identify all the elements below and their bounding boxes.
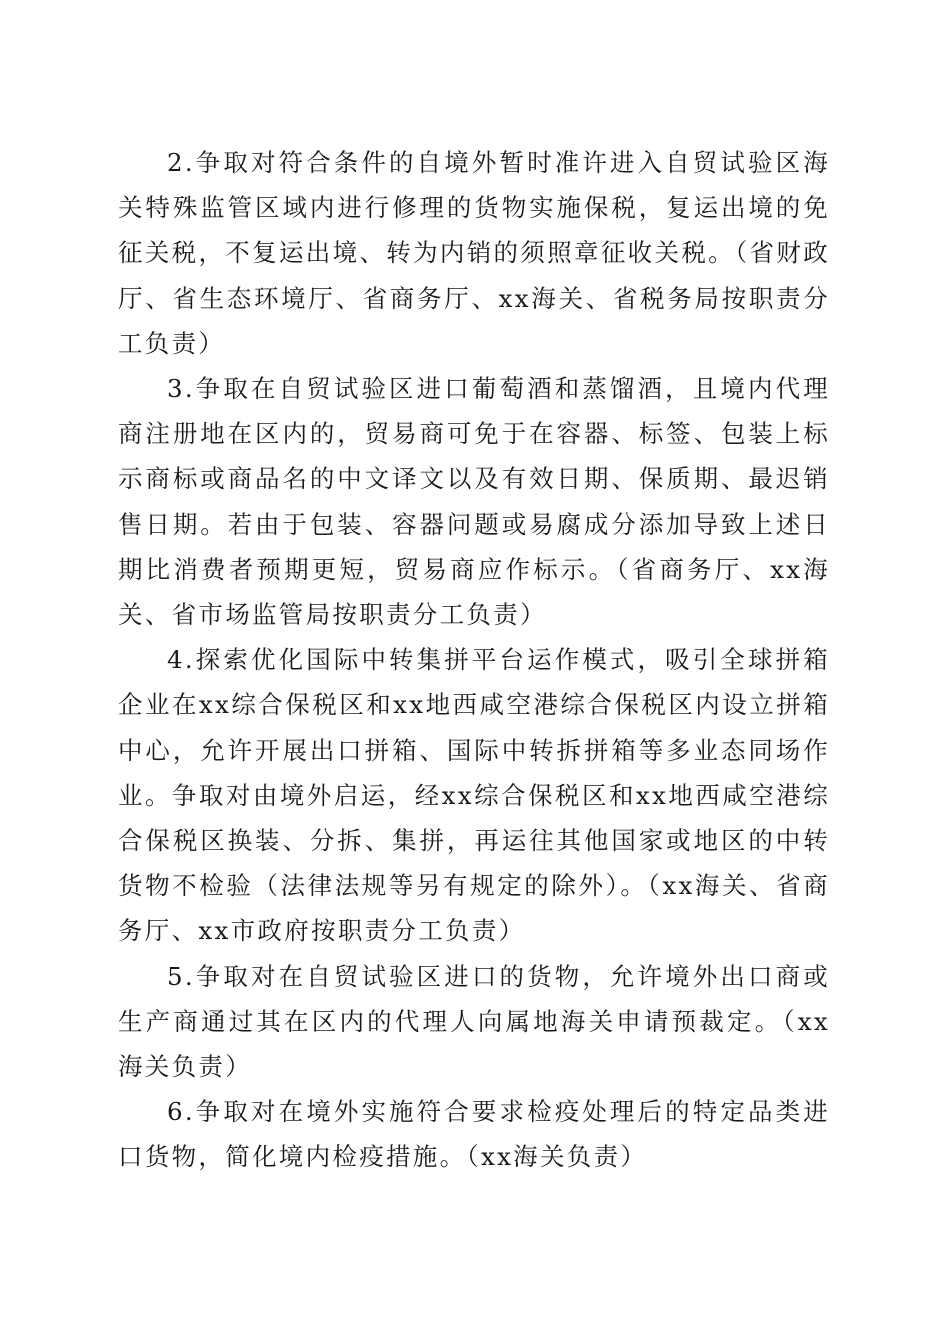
paragraph-item-5: 5.争取对在自贸试验区进口的货物，允许境外出口商或生产商通过其在区内的代理人向属地海关申请预裁定。（xx海关负责） [118, 961, 830, 1082]
paragraph-item-3: 3.争取在自贸试验区进口葡萄酒和蒸馏酒，且境内代理商注册地在区内的，贸易商可免于在容器、标签、包装上标示商标或商品名的中文译文以及有效日期、保质期、最迟销售日期。若由于包装、容器问题或易腐成分添加导致上述日期比消费者预期更短，贸易商应作标示。（省商务厅、xx海关、省市场监管局按职责分工负责） [118, 374, 830, 630]
paragraph-item-4: 4.探索优化国际中转集拼平台运作模式，吸引全球拼箱企业在xx综合保税区和xx地西咸空港综合保税区内设立拼箱中心，允许开展出口拼箱、国际中转拆拼箱等多业态同场作业。争取对由境外启运，经xx综合保税区和xx地西咸空港综合保税区换装、分拆、集拼，再运往其他国家或地区的中转货物不检验（法律法规等另有规定的除外）。（xx海关、省商务厅、xx市政府按职责分工负责） [118, 645, 830, 946]
paragraph-item-2: 2.争取对符合条件的自境外暂时准许进入自贸试验区海关特殊监管区域内进行修理的货物实施保税，复运出境的免征关税，不复运出境、转为内销的须照章征收关税。（省财政厅、省生态环境厅、省商务厅、xx海关、省税务局按职责分工负责） [118, 148, 830, 358]
document-body [118, 140, 830, 1180]
paragraph-item-6: 6.争取对在境外实施符合要求检疫处理后的特定品类进口货物，简化境内检疫措施。（xx海关负责） [118, 1097, 830, 1172]
